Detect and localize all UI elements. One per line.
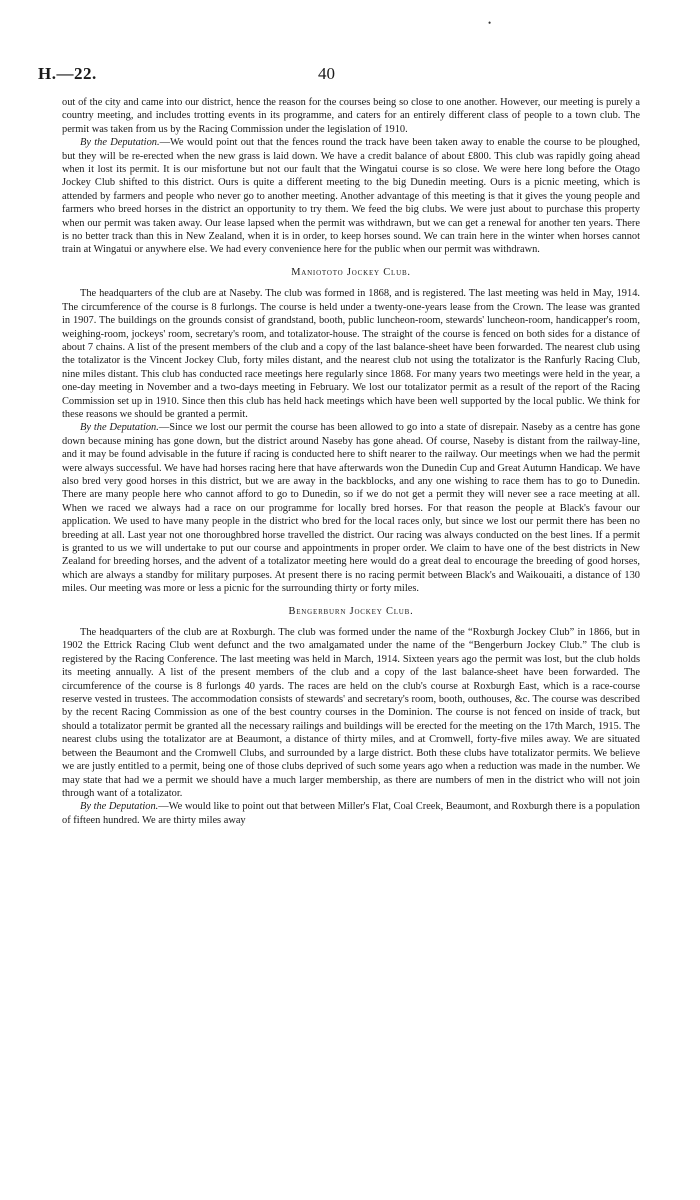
section-heading-maniototo: Maniototo Jockey Club. <box>291 266 411 278</box>
paragraph-lead: By the Deputation. <box>80 801 159 813</box>
paragraph-deputation <box>62 800 640 827</box>
paragraph-text: —We would point out that the fences round the track have been taken away to enable the course to be ploughed, but they will be re-erected when the new grass is laid down. We have a credit balance of about £800. This club was rapidly going ahead when it lost its permit. It is our misfortune but not our fault that the Wingatui course is so close. We were here long before the Otago Jockey Club shifted to this district. Ours is quite a different meeting to the big Dunedin meeting. Ours is a picnic meeting, which is attended by farmers and people who never go to another meeting. Another advantage of this meeting is that it gives the young people and farmers who breed horses in the district an opportunity to try them. We feed the big clubs. We were just about to purchase this property when our permit was taken away. Our lease lapsed when the permit was withdrawn, but we can get a renewal for another ten years. There is no better track than this in New Zealand, when it is in order, to keep horses sound. We can train here in the winter when horses cannot train at Wingatui or anywhere else. We had every convenience here for the public when our permit was withdrawn. <box>62 137 641 256</box>
margin-mark: • <box>488 18 492 28</box>
paragraph-lead: By the Deputation. <box>80 422 159 434</box>
paragraph-text: —Since we lost our permit the course has been allowed to go into a state of disrepair. Naseby as a centre has gone down because mining has gone down, but the district around Naseby has gone ahead. Of course, Naseby is distant from the railway-line, and it may be found advisable in the future if racing is conducted here to shift nearer to the railway. Our meetings when we had the permit were always successful. We have had horses racing here that have afterwards won the Dunedin Cup and Great Autumn Handicap. We have also bred very good horses in this district, but we are away in the backblocks, and any one wishing to race them has to go to Dunedin. There are many people here who cannot afford to go to Dunedin, so if we do not get a permit they will never see a race meeting at all. When we raced we always had a race on our programme for locally bred horses. For that reason the people at Black's favour our application. We used to have many people in the district who bred for the local races only, but since we lost our permit there has been no breeding at all. Last year not one thoroughbred horse travelled the district. Our racing was always conducted on the best lines. If a permit is granted to us we will undertake to put our course and appointments in proper order. We claim to have one of the best districts in New Zealand for breeding horses, and the advent of a totalizator meeting here would do a great deal to encourage the breeding of good horses, which are always a standby for military purposes. At present there is no racing permit between Black's and Waikouaiti, a distance of 130 miles. Our meeting was more or less a picnic for the surrounding thirty or forty miles. <box>62 422 640 595</box>
document-reference: H.—22. <box>38 64 97 83</box>
paragraph-maniototo: The headquarters of the club are at Naseby. The club was formed in 1868, and is registered. The last meeting was held in May, 1914. The circumference of the course is 8 furlongs. The course is held under a twenty-one-years lease from the Crown. The lease was granted in 1907. The buildings on the grounds consist of grandstand, booth, public luncheon-room, stewards' luncheon-room, handicapper's room, weighing-room, jockeys' room, secretary's room, and totalizator-house. The straight of the course is fenced on both sides for a distance of about 7 chains. A list of the present members of the club and a copy of the last balance-sheet have been forwarded. The nearest club using the totalizator is the Vincent Jockey Club, forty miles distant, and the nearest club not using the totalizator is the Ranfurly Racing Club, nine miles distant. This club has conducted race meetings here regularly since 1868. For many years two meetings were held in the year, a one-day meeting in November and a two-days meeting in February. We lost our totalizator permit as a result of the report of the Racing Commission set up in 1910. Since then this club has held hack meetings which have been well supported by the local public. We think for these reasons we should be granted a permit. <box>62 288 640 420</box>
paragraph-bengerburn: The headquarters of the club are at Roxburgh. The club was formed under the name of the “Roxburgh Jockey Club” in 1866, but in 1902 the Ettrick Racing Club went defunct and the two amalgamated under the name of the “Bengerburn Jockey Club.” The club is registered by the Racing Conference. The last meeting was held in March, 1914. Sixteen years ago the permit was lost, but the club holds its meeting annually. A list of the present members of the club and a copy of the last balance-sheet have been forwarded. The circumference of the course is 8 furlongs 40 yards. The races are held on the club's course at Roxburgh East, which is a race-course reserve vested in trustees. The accommodation consists of stewards' and secretary's room, booth, outhouses, &c. The course was described by the recent Racing Commission as one of the best country courses in the Dominion. The course is not fenced on inside of track, but should a totalizator permit be granted all the necessary railings and buildings will be erected for the meeting on the 17th March, 1915. The nearest clubs using the totalizator are at Beaumont, a distance of thirty miles, and at Cromwell, forty-five miles away. We are situated between the Beaumont and the Cromwell Clubs, and surrounded by a large district. Both these clubs have totalizator permits. We believe we are justly entitled to a permit, being one of those clubs deprived of such some years ago when a reduction was made in the number. We may state that had we a permit we should have a much larger membership, as there are numbers of men in the district who will not join through want of a totalizator. <box>62 627 640 799</box>
paragraph-deputation <box>62 421 640 595</box>
paragraph-lead: By the Deputation. <box>80 137 160 149</box>
body-text <box>62 96 640 827</box>
paragraph-text: —We would like to point out that between Miller's Flat, Coal Creek, Beaumont, and Roxburgh there is a population of fifteen hundred. We are thirty miles away <box>62 801 640 826</box>
paragraph-continued: out of the city and came into our district, hence the reason for the courses being so close to one another. However, our meeting is purely a country meeting, and includes trotting events in its programme, and caters for an entirely different class of people to a town club. The permit was taken from us by the Racing Commission under the legislation of 1910. <box>62 97 640 135</box>
page-number: 40 <box>318 64 335 83</box>
paragraph-deputation <box>62 136 640 257</box>
section-heading-bengerburn: Bengerburn Jockey Club. <box>288 605 414 617</box>
